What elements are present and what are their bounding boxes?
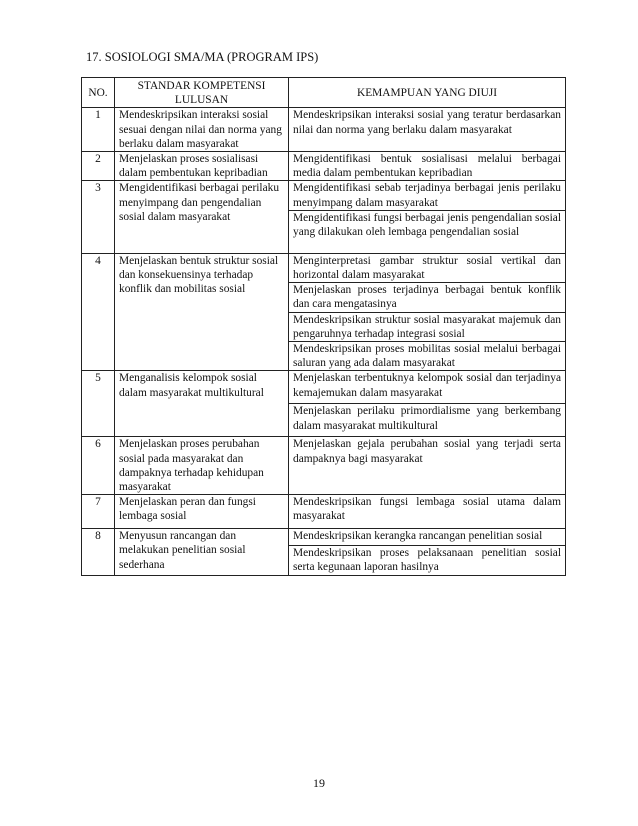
competency-standard: Menjelaskan proses perubahan sosial pada masyarakat dan dampaknya terhadap kehidupan masyarakat — [115, 437, 289, 495]
page-number: 19 — [313, 776, 325, 790]
tested-ability: Menjelaskan gejala perubahan sosial yang terjadi serta dampaknya bagi masyarakat — [289, 437, 566, 495]
table-row — [82, 371, 566, 404]
competency-standard: Menjelaskan bentuk struktur sosial dan konsekuensinya terhadap konflik dan mobilitas sosial — [115, 253, 289, 371]
competency-table — [81, 77, 566, 576]
tested-ability: Menginterpretasi gambar struktur sosial vertikal dan horizontal dalam masyarakat — [289, 253, 566, 282]
header-kemampuan-diuji: KEMAMPUAN YANG DIUJI — [289, 78, 566, 108]
row-number: 4 — [82, 253, 115, 371]
header-standar-kompetensi: STANDAR KOMPETENSI LULUSAN — [115, 78, 289, 108]
table-row — [82, 108, 566, 152]
table-row — [82, 529, 566, 546]
tested-ability: Menjelaskan terbentuknya kelompok sosial dan terjadinya kemajemukan dalam masyarakat — [289, 371, 566, 404]
table-header-row — [82, 78, 566, 108]
tested-ability: Mendeskripsikan proses pelaksanaan penelitian sosial serta kegunaan laporan hasilnya — [289, 546, 566, 576]
row-number: 6 — [82, 437, 115, 495]
tested-ability: Mendeskripsikan struktur sosial masyarakat majemuk dan pengaruhnya terhadap integrasi sosial — [289, 312, 566, 341]
tested-ability: Mengidentifikasi sebab terjadinya berbagai jenis perilaku menyimpang dalam masyarakat — [289, 181, 566, 210]
competency-standard: Menjelaskan peran dan fungsi lembaga sosial — [115, 495, 289, 529]
page-title: 17. SOSIOLOGI SMA/MA (PROGRAM IPS) — [86, 50, 319, 64]
competency-standard: Menjelaskan proses sosialisasi dalam pembentukan kepribadian — [115, 152, 289, 181]
competency-standard: Menganalisis kelompok sosial dalam masyarakat multikultural — [115, 371, 289, 437]
competency-standard: Mengidentifikasi berbagai perilaku menyimpang dan pengendalian sosial dalam masyarakat — [115, 181, 289, 253]
tested-ability: Mendeskripsikan fungsi lembaga sosial utama dalam masyarakat — [289, 495, 566, 529]
tested-ability: Mendeskripsikan proses mobilitas sosial melalui berbagai saluran yang ada dalam masyarakat — [289, 342, 566, 371]
row-number: 3 — [82, 181, 115, 253]
table-row — [82, 181, 566, 210]
row-number: 2 — [82, 152, 115, 181]
table-row — [82, 495, 566, 529]
competency-standard: Mendeskripsikan interaksi sosial sesuai dengan nilai dan norma yang berlaku dalam masyarakat — [115, 108, 289, 152]
tested-ability: Mengidentifikasi bentuk sosialisasi melalui berbagai media dalam pembentukan kepribadian — [289, 152, 566, 181]
tested-ability: Mendeskripsikan kerangka rancangan penelitian sosial — [289, 529, 566, 546]
tested-ability: Menjelaskan perilaku primordialisme yang berkembang dalam masyarakat multikultural — [289, 404, 566, 437]
tested-ability: Mengidentifikasi fungsi berbagai jenis pengendalian sosial yang dilakukan oleh lembaga pengendalian sosial — [289, 210, 566, 253]
header-no: NO. — [82, 78, 115, 108]
table-row — [82, 437, 566, 495]
row-number: 1 — [82, 108, 115, 152]
tested-ability: Menjelaskan proses terjadinya berbagai bentuk konflik dan cara mengatasinya — [289, 283, 566, 312]
table-row — [82, 253, 566, 282]
row-number: 5 — [82, 371, 115, 437]
table-row — [82, 152, 566, 181]
competency-standard: Menyusun rancangan dan melakukan penelitian sosial sederhana — [115, 529, 289, 576]
row-number: 7 — [82, 495, 115, 529]
tested-ability: Mendeskripsikan interaksi sosial yang teratur berdasarkan nilai dan norma yang berlaku dalam masyarakat — [289, 108, 566, 152]
row-number: 8 — [82, 529, 115, 576]
